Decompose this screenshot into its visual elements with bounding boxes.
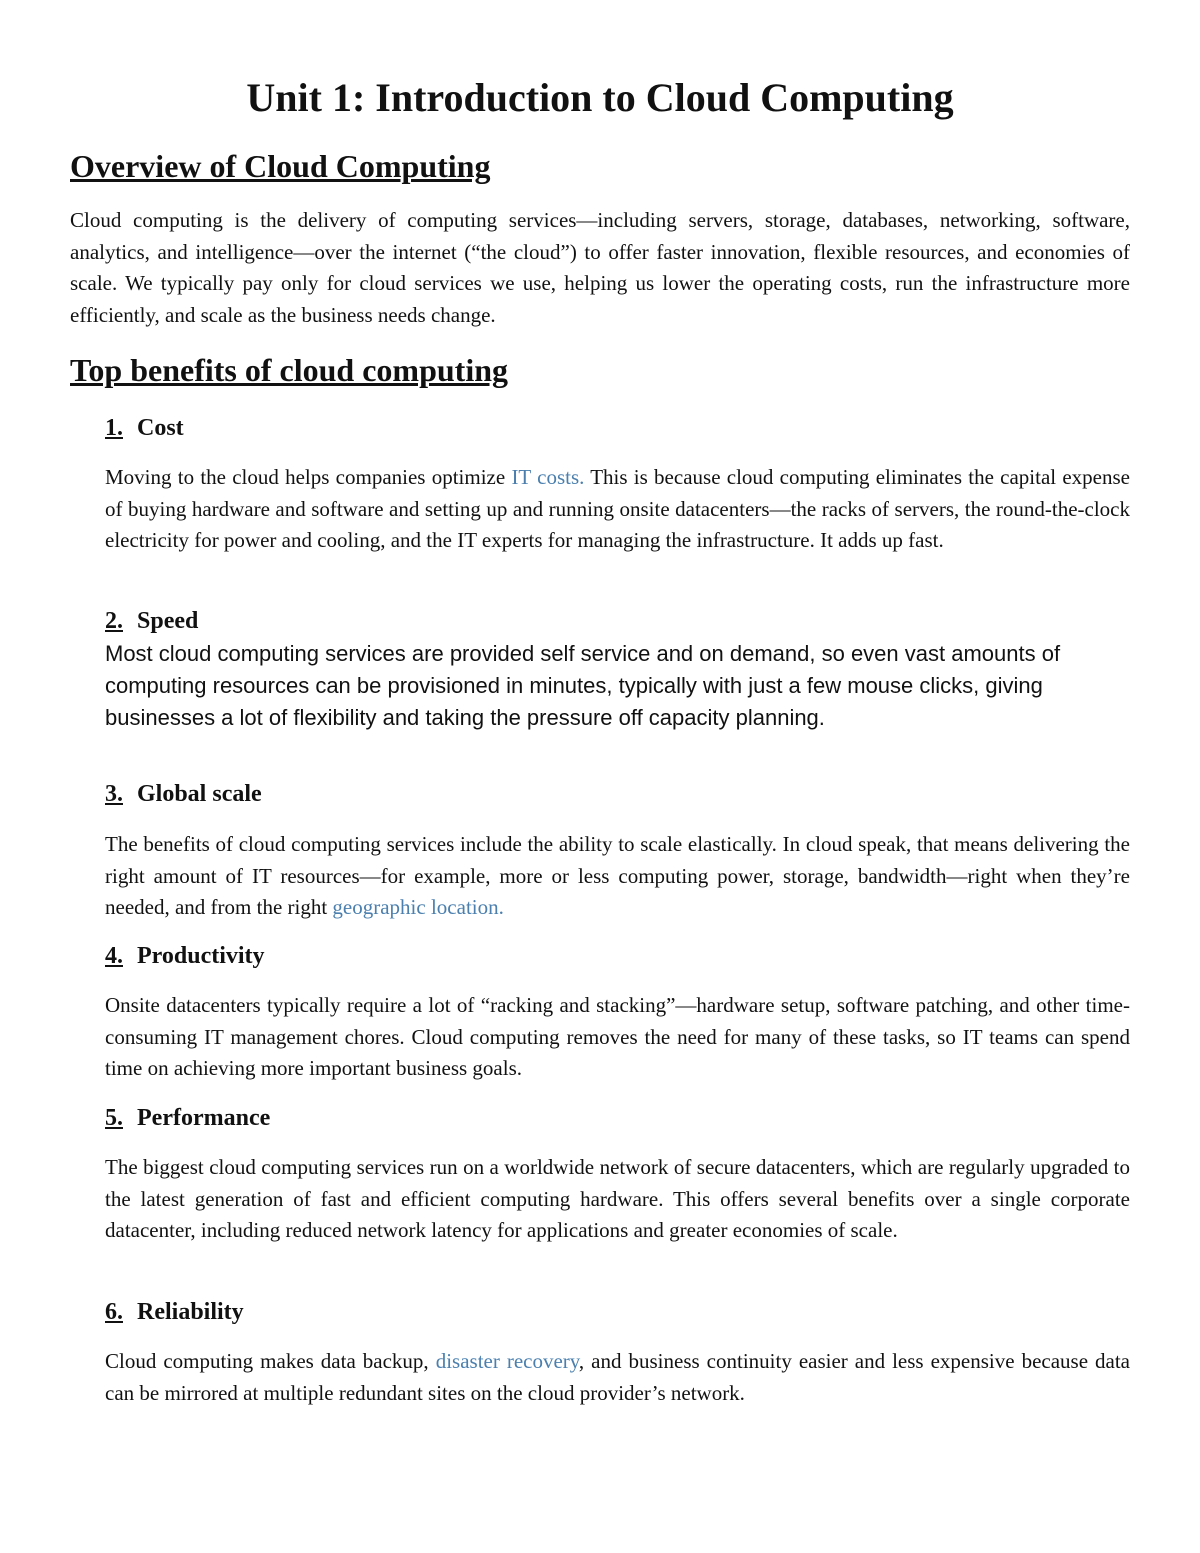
benefit-number: 2. — [105, 608, 123, 634]
benefit-title: Reliability — [137, 1299, 244, 1325]
paragraph-text: This is because cloud computing eliminates the capital expense of buying hardware and software and setting up and running onsite datacenters—the racks of servers, the round-the-clock electricity for power and cooling, and the IT experts for managing the infrastructure. It adds up fast. — [105, 465, 1130, 552]
overview-paragraph: Cloud computing is the delivery of computing services—including servers, storage, databases, networking, software, analytics, and intelligence—over the internet (“the cloud”) to offer faster innovation, flexible resources, and economies of scale. We typically pay only for cloud services we use, helping us lower the operating costs, run the infrastructure more efficiently, and scale as the business needs change. — [70, 208, 1130, 327]
benefit-title: Cost — [137, 415, 184, 441]
benefits-heading: Top benefits of cloud computing — [70, 352, 508, 388]
benefit-title: Speed — [137, 608, 199, 634]
benefit-cost-heading — [105, 413, 184, 443]
disaster-recovery-link[interactable]: disaster recovery — [435, 1349, 579, 1373]
benefit-title: Productivity — [137, 943, 265, 969]
paragraph-text: The benefits of cloud computing services include the ability to scale elastically. In cloud speak, that means delivering the right amount of IT resources—for example, more or less computing power, storage, bandwidth—right when they’re needed, and from the right — [105, 832, 1130, 919]
geographic-location-link[interactable]: geographic location. — [332, 895, 504, 919]
benefit-title: Global scale — [137, 781, 262, 807]
benefit-reliability-paragraph — [105, 1346, 1130, 1409]
overview-heading: Overview of Cloud Computing — [70, 148, 491, 184]
paragraph-text: Moving to the cloud helps companies optimize — [105, 465, 512, 489]
page-title: Unit 1: Introduction to Cloud Computing — [246, 75, 954, 120]
benefit-number: 5. — [105, 1105, 123, 1131]
benefit-speed-heading — [105, 606, 198, 636]
benefit-productivity-paragraph: Onsite datacenters typically require a lot of “racking and stacking”—hardware setup, software patching, and other time-consuming IT management chores. Cloud computing removes the need for many of these tasks, so IT teams can spend time on achieving more important business goals. — [105, 993, 1130, 1080]
paragraph-text: , and business continuity easier and less expensive because data can be mirrored at multiple redundant sites on the cloud provider’s network. — [105, 1349, 1130, 1405]
benefit-performance-heading — [105, 1103, 270, 1133]
benefit-number: 1. — [105, 415, 123, 441]
it-costs-link[interactable]: IT costs. — [511, 465, 585, 489]
benefit-number: 4. — [105, 943, 123, 969]
benefit-number: 6. — [105, 1299, 123, 1325]
benefit-performance-paragraph: The biggest cloud computing services run on a worldwide network of secure datacenters, which are regularly upgraded to the latest generation of fast and efficient computing hardware. This offers several benefits over a single corporate datacenter, including reduced network latency for applications and greater economies of scale. — [105, 1155, 1130, 1242]
paragraph-text: Cloud computing makes data backup, — [105, 1349, 436, 1373]
benefit-cost-paragraph — [105, 462, 1130, 557]
benefit-global-scale-heading — [105, 779, 262, 809]
benefit-speed-paragraph: Most cloud computing services are provided self service and on demand, so even vast amounts of computing resources can be provisioned in minutes, typically with just a few mouse clicks, giving businesses a lot of flexibility and taking the pressure off capacity planning. — [105, 641, 1061, 730]
benefit-reliability-heading — [105, 1297, 244, 1327]
benefit-title: Performance — [137, 1105, 271, 1131]
benefit-number: 3. — [105, 781, 123, 807]
benefit-global-scale-paragraph — [105, 829, 1130, 924]
benefit-productivity-heading — [105, 941, 265, 971]
